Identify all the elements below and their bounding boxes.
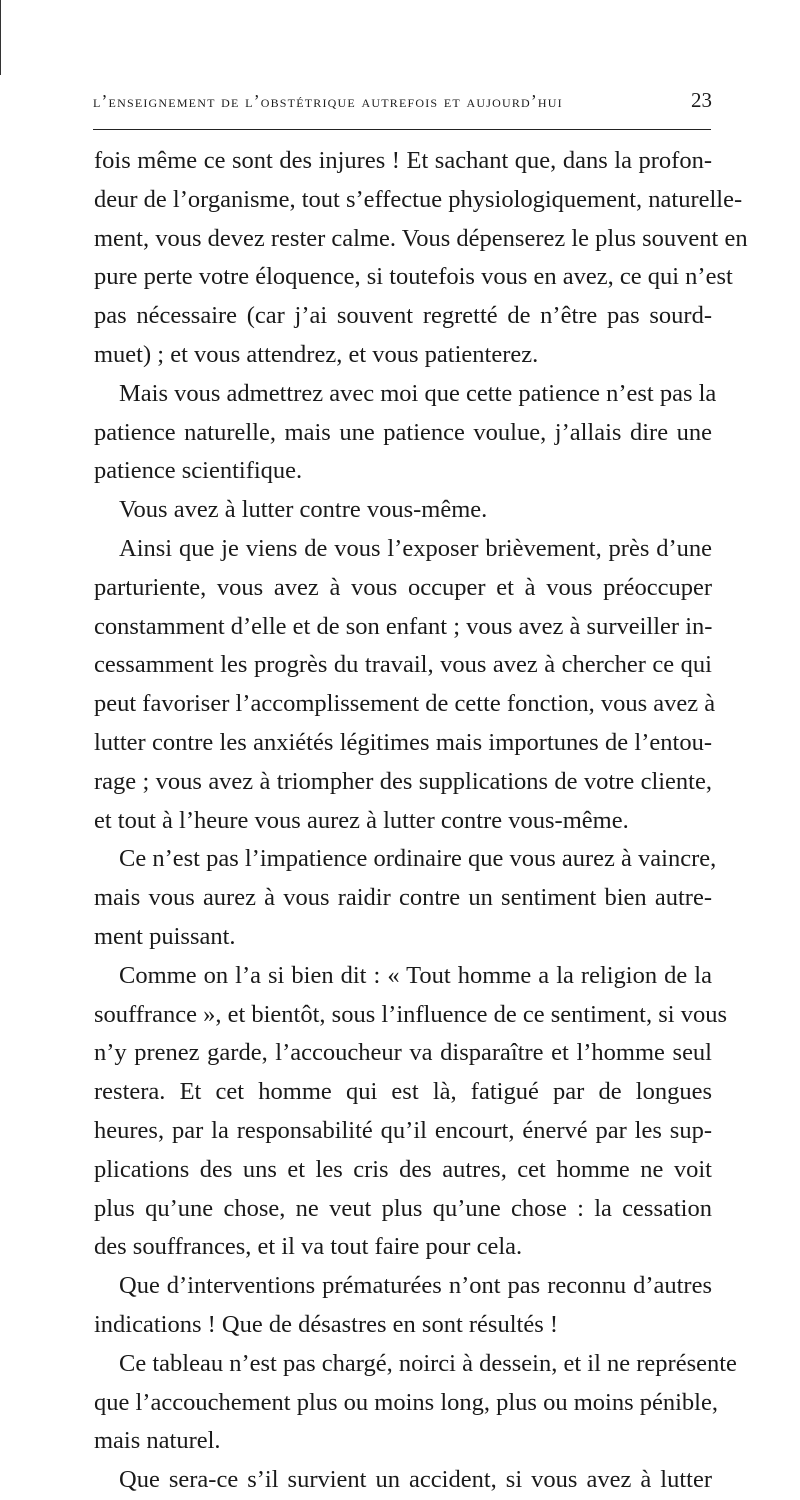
text-line: Ce n’est pas l’impatience ordinaire que vous aurez à vaincre, xyxy=(119,845,717,873)
text-line: patience naturelle, mais une patience voulue, j’allais dire une xyxy=(94,418,712,446)
text-line: souffrance », et bientôt, sous l’influence de ce sentiment, si vous xyxy=(94,1000,727,1028)
text-line: patience scientifique. xyxy=(94,457,303,485)
text-line: des souffrances, et il va tout faire pour cela. xyxy=(94,1233,523,1261)
text-line: Comme on l’a si bien dit : « Tout homme a la religion de la xyxy=(119,961,712,989)
text-line: fois même ce sont des injures ! Et sachant que, dans la profon- xyxy=(94,147,712,174)
text-line: indications ! Que de désastres en sont résultés ! xyxy=(94,1310,559,1338)
text-line: pure perte votre éloquence, si toutefois vous en avez, ce qui n’est xyxy=(94,263,733,291)
page-number: 23 xyxy=(691,88,712,112)
text-line: cessamment les progrès du travail, vous avez à chercher ce qui xyxy=(94,651,712,679)
text-line: mais naturel. xyxy=(94,1427,221,1455)
text-line: mais vous aurez à vous raidir contre un sentiment bien autre- xyxy=(94,884,712,912)
text-line: Vous avez à lutter contre vous-même. xyxy=(119,496,488,524)
text-line: et tout à l’heure vous aurez à lutter contre vous-même. xyxy=(94,806,629,834)
text-line: Que d’interventions prématurées n’ont pas reconnu d’autres xyxy=(119,1272,712,1300)
text-line: Ce tableau n’est pas chargé, noirci à dessein, et il ne représente xyxy=(119,1349,737,1377)
text-line: plications des uns et les cris des autres, cet homme ne voit xyxy=(94,1155,712,1183)
text-line: ment puissant. xyxy=(94,922,236,950)
text-line: heures, par la responsabilité qu’il encourt, énervé par les sup- xyxy=(94,1116,712,1144)
text-line: lutter contre les anxiétés légitimes mais importunes de l’entou- xyxy=(94,728,712,756)
text-line: Que sera-ce s’il survient un accident, si vous avez à lutter xyxy=(119,1466,712,1494)
text-line: plus qu’une chose, ne veut plus qu’une chose : la cessation xyxy=(94,1194,712,1222)
text-line: parturiente, vous avez à vous occuper et à vous préoccuper xyxy=(94,573,712,601)
text-line: peut favoriser l’accomplissement de cette fonction, vous avez à xyxy=(94,690,716,718)
text-line: ment, vous devez rester calme. Vous dépenserez le plus souvent en xyxy=(94,224,748,252)
page-header xyxy=(0,0,800,140)
text-line: Mais vous admettrez avec moi que cette patience n’est pas la xyxy=(119,379,717,407)
text-line: constamment d’elle et de son enfant ; vous avez à surveiller in- xyxy=(94,612,713,640)
text-line: muet) ; et vous attendrez, et vous patienterez. xyxy=(94,340,539,368)
body-text xyxy=(94,142,748,1500)
text-line: que l’accouchement plus ou moins long, plus ou moins pénible, xyxy=(94,1388,718,1416)
text-line: Ainsi que je viens de vous l’exposer brièvement, près d’une xyxy=(119,534,712,562)
text-line: restera. Et cet homme qui est là, fatigué par de longues xyxy=(94,1078,712,1106)
text-line: deur de l’organisme, tout s’effectue physiologiquement, naturelle- xyxy=(94,185,743,213)
header-rule xyxy=(93,129,711,130)
running-title: l’enseignement de l’obstétrique autrefois et aujourd’hui xyxy=(93,91,563,111)
text-line: rage ; vous avez à triompher des supplications de votre cliente, xyxy=(94,767,712,795)
text-line: n’y prenez garde, l’accoucheur va disparaître et l’homme seul xyxy=(94,1039,712,1067)
text-line: pas nécessaire (car j’ai souvent regretté de n’être pas sourd- xyxy=(94,302,712,330)
